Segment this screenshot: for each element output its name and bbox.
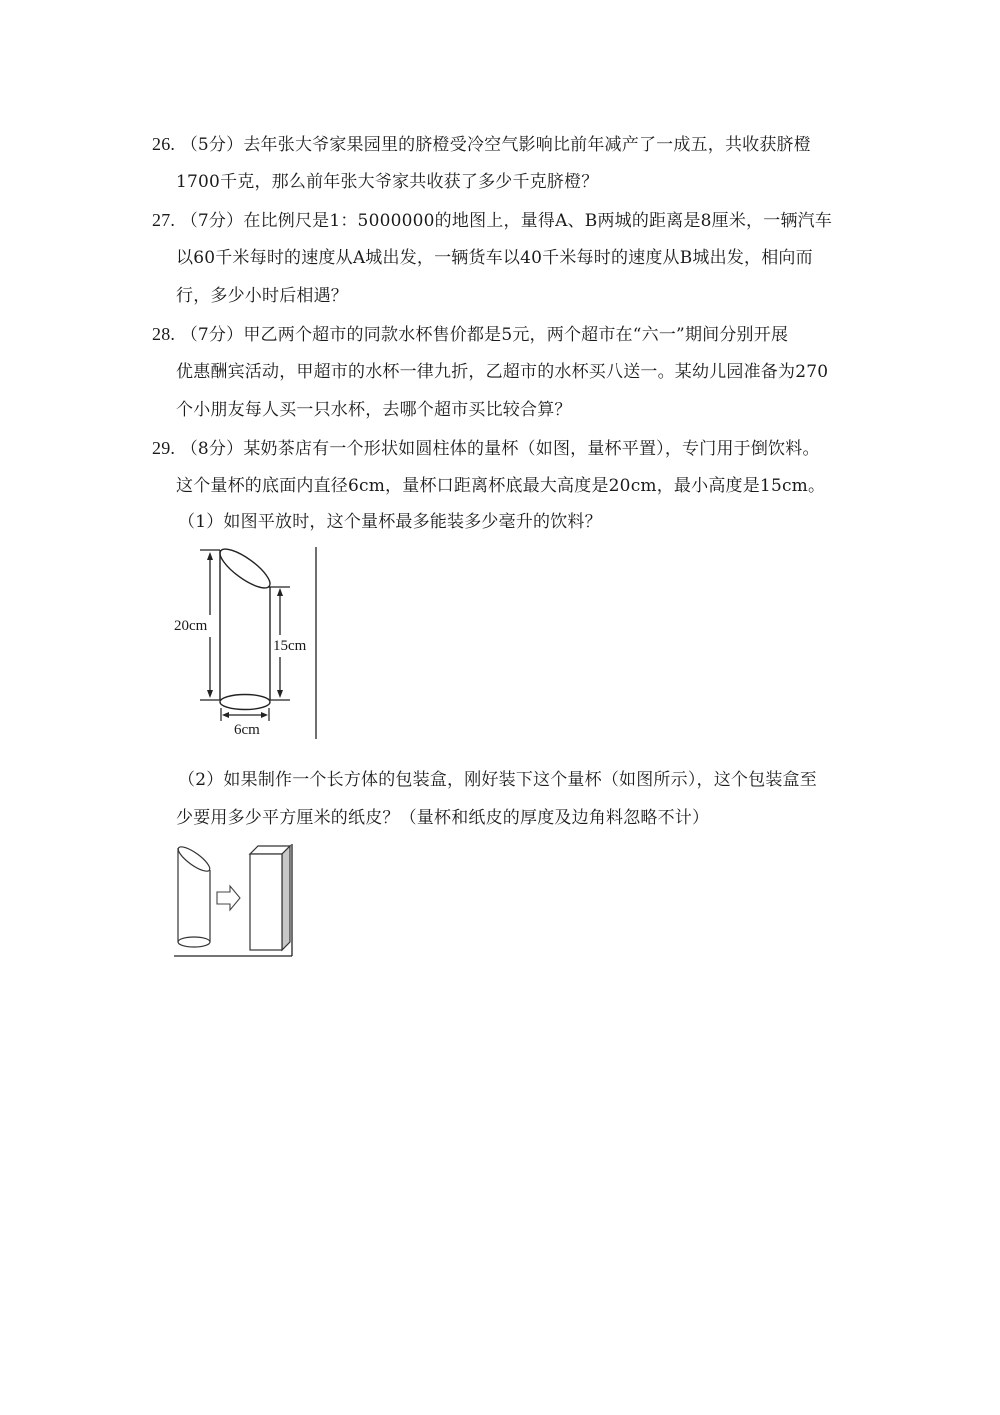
question-score: （8分） (180, 439, 244, 459)
question-text: 去年张大爷家果园里的脐橙受冷空气影响比前年减产了一成五，共收获脐橙 (243, 135, 811, 155)
question-29-sub-1 (178, 511, 602, 533)
question-number: 26. (152, 134, 176, 154)
question-text: 行，多少小时后相遇？ (176, 286, 348, 306)
question-28-line-1 (152, 323, 788, 346)
sub-question-label: （2） (178, 770, 224, 790)
question-text: 个小朋友每人买一只水杯，去哪个超市买比较合算？ (176, 400, 572, 420)
question-text: 某奶茶店有一个形状如圆柱体的量杯（如图，量杯平置），专门用于倒饮料。 (243, 439, 820, 459)
cup-figure (170, 545, 320, 741)
cup-arrow-box-diagram (172, 842, 296, 958)
diameter-label: 6cm (234, 722, 260, 738)
question-28-line-3 (176, 399, 572, 421)
sub-question-text: 如图平放时，这个量杯最多能装多少毫升的饮料？ (223, 512, 602, 532)
question-27-line-3 (176, 285, 348, 307)
question-score: （7分） (180, 211, 244, 231)
sub-question-text: 如果制作一个长方体的包装盒，刚好装下这个量杯（如图所示），这个包装盒至 (223, 770, 817, 790)
question-26-line-1 (152, 133, 811, 156)
question-text: 以60千米每时的速度从A城出发，一辆货车以40千米每时的速度从B城出发，相向而 (176, 248, 813, 268)
question-27-line-2 (176, 247, 813, 269)
question-text: 这个量杯的底面内直径6cm，量杯口距离杯底最大高度是20cm，最小高度是15cm。 (176, 476, 826, 496)
question-number: 27. (152, 210, 176, 230)
question-text: 甲乙两个超市的同款水杯售价都是5元，两个超市在“六一”期间分别开展 (243, 325, 789, 345)
question-text: 1700千克，那么前年张大爷家共收获了多少千克脐橙？ (176, 172, 599, 192)
cup-to-box-figure (172, 842, 296, 958)
sub-question-text: 少要用多少平方厘米的纸皮？（量杯和纸皮的厚度及边角料忽略不计） (176, 808, 710, 828)
question-29-sub-2-line-2 (176, 807, 709, 829)
question-text: 优惠酬宾活动，甲超市的水杯一律九折，乙超市的水杯买八送一。某幼儿园准备为270 (176, 362, 829, 382)
question-26-line-2 (176, 171, 598, 193)
question-score: （5分） (180, 135, 244, 155)
question-29-line-2 (176, 475, 825, 497)
sub-question-label: （1） (178, 512, 224, 532)
question-27-line-1 (152, 209, 832, 232)
question-text: 在比例尺是1：5000000的地图上，量得A、B两城的距离是8厘米，一辆汽车 (243, 211, 833, 231)
question-28-line-2 (176, 361, 828, 383)
question-score: （7分） (180, 325, 244, 345)
question-number: 29. (152, 438, 176, 458)
question-29-line-1 (152, 437, 820, 460)
max-height-label: 20cm (174, 618, 208, 634)
arrow-right-icon (217, 886, 240, 910)
question-number: 28. (152, 324, 176, 344)
min-height-label: 15cm (273, 638, 307, 654)
question-29-sub-2-line-1 (178, 769, 817, 791)
